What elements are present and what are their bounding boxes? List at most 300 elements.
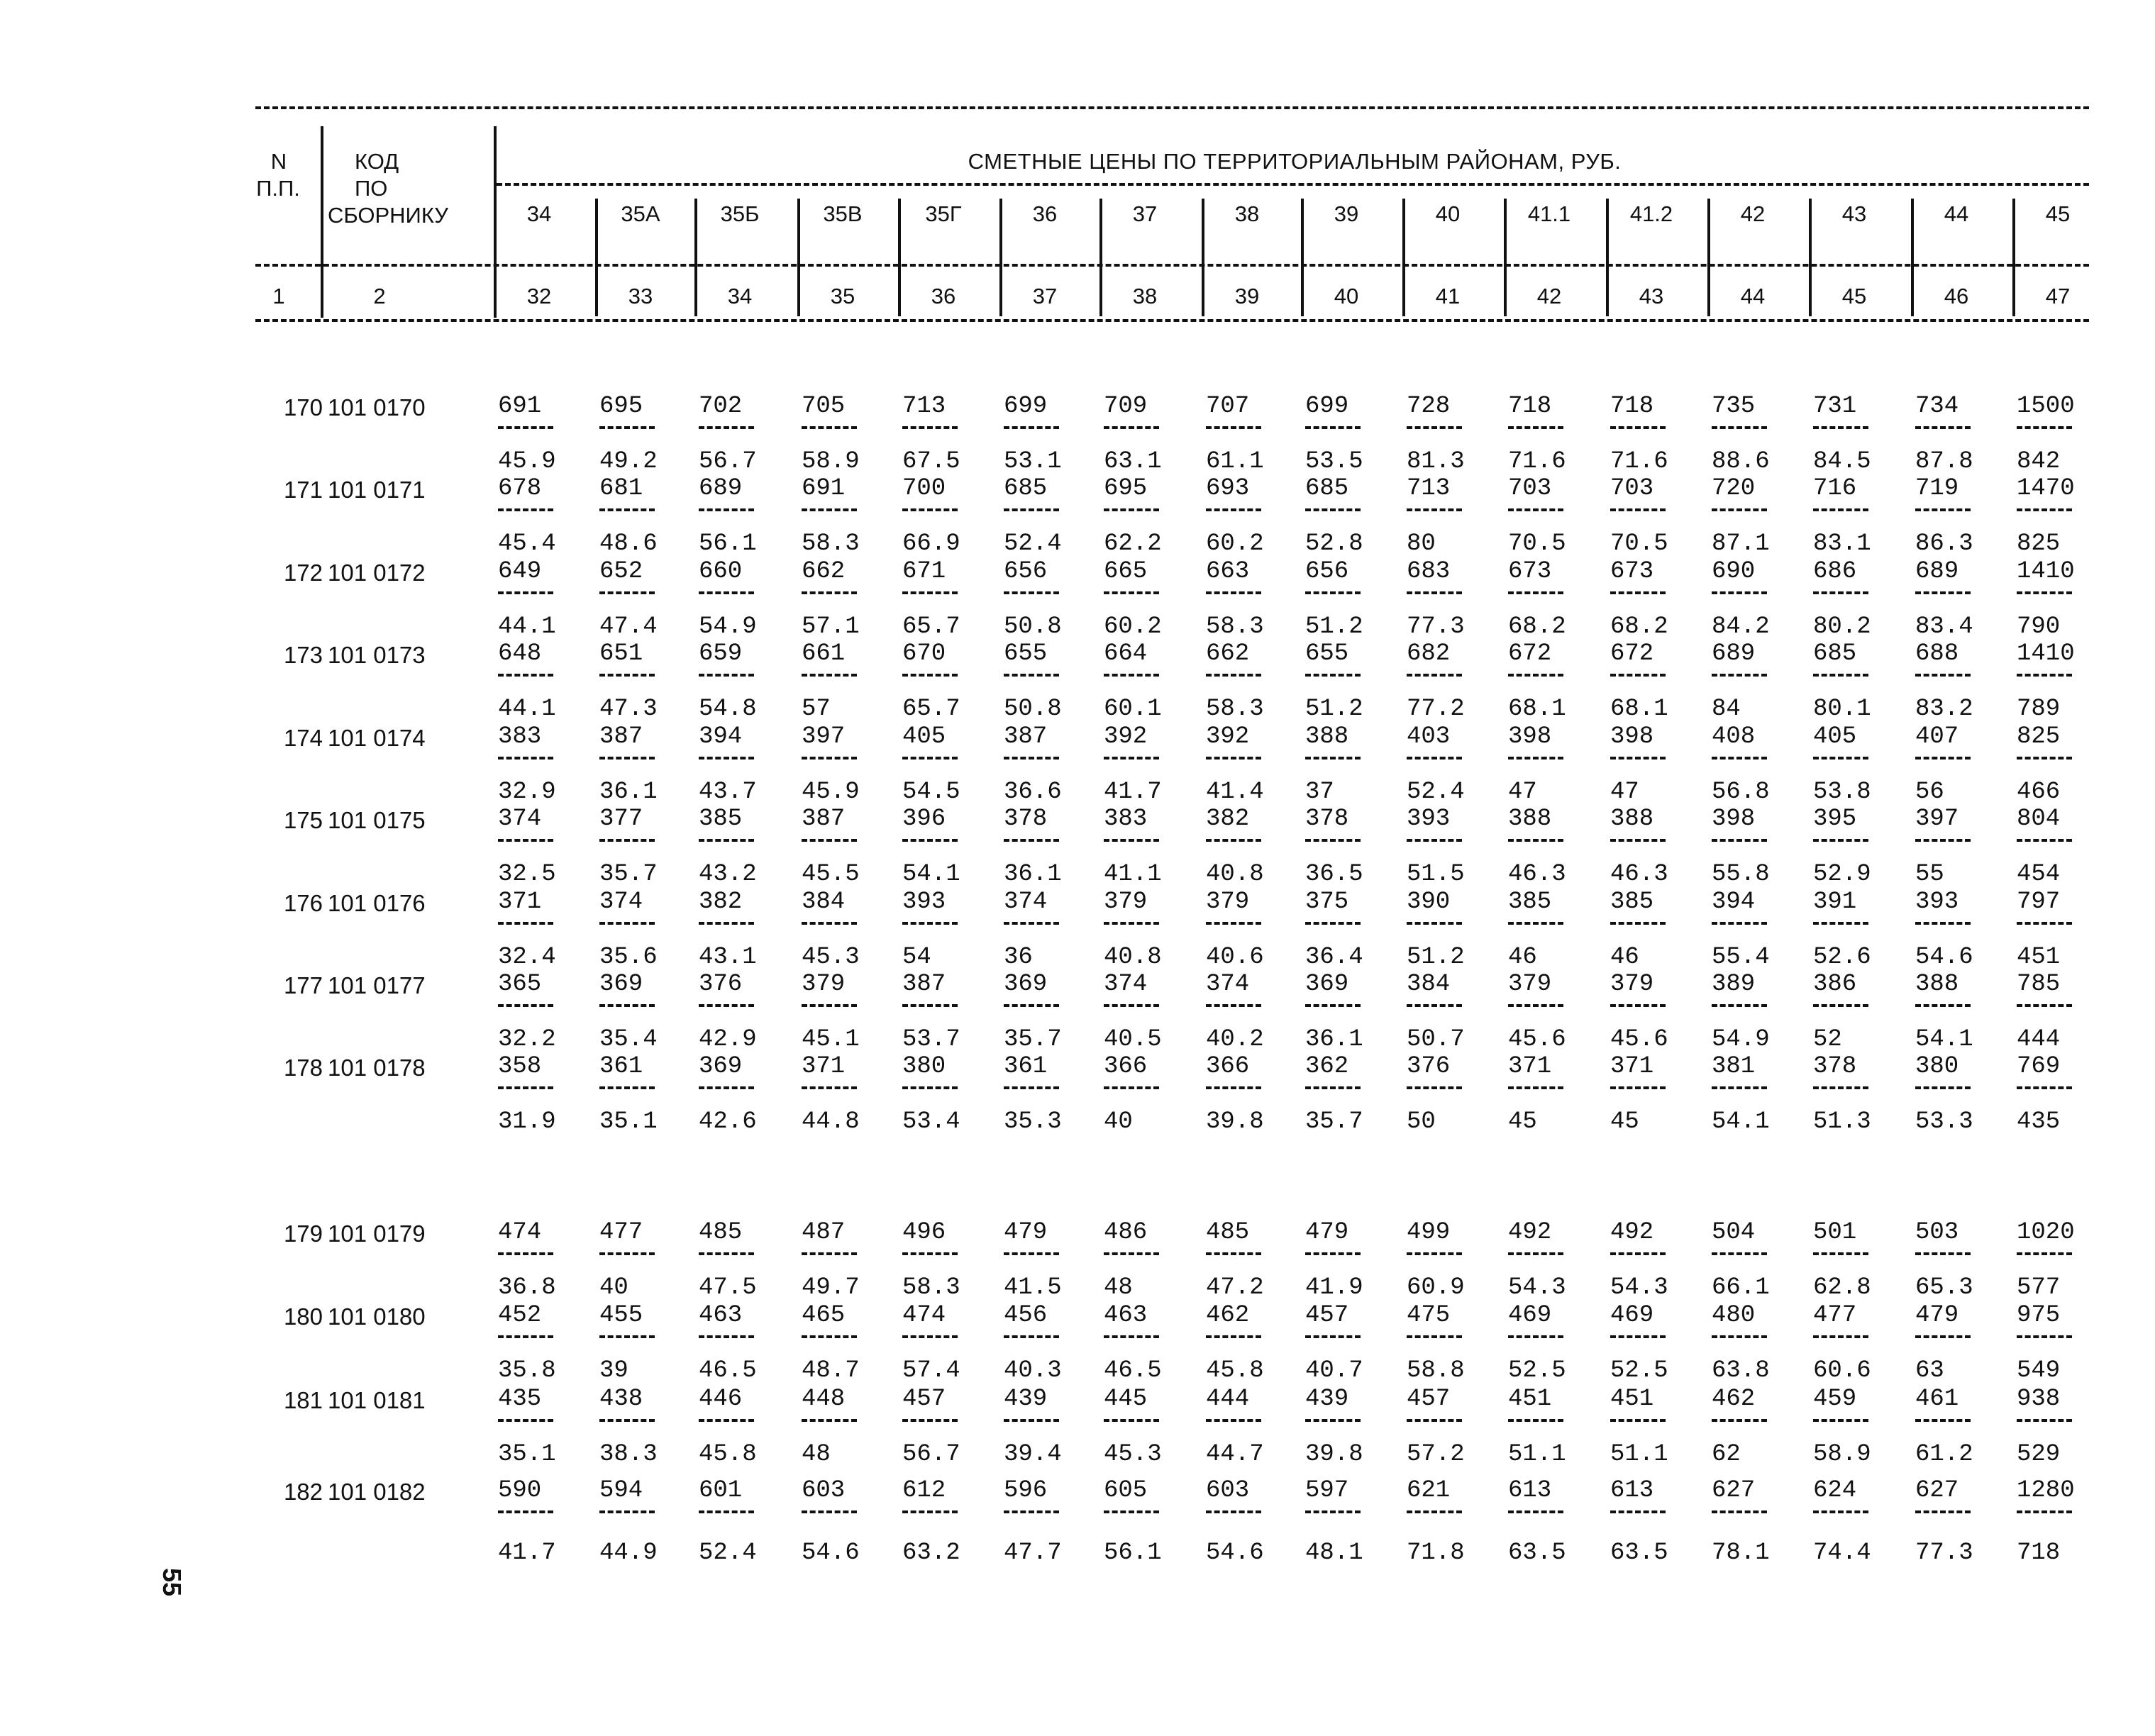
price-cell-bottom: 529: [2017, 1441, 2061, 1468]
fraction-line: [1407, 1510, 1462, 1513]
price-cell-bottom: 43.7: [699, 779, 757, 806]
price-cell-top: 673: [1610, 558, 1654, 585]
fraction-line: [1407, 508, 1462, 511]
header-title-divider: [494, 126, 497, 197]
price-cell-bottom: 63: [1915, 1357, 1944, 1384]
fraction-line: [599, 757, 655, 760]
fraction-line: [802, 674, 857, 677]
price-cell-top: 391: [1813, 889, 1857, 916]
row-code: 101 0179: [328, 1220, 426, 1247]
price-cell-top: 682: [1407, 640, 1451, 667]
fraction-line: [802, 1252, 857, 1255]
fraction-line: [498, 591, 553, 594]
price-cell-top: 369: [1004, 971, 1048, 998]
header-column-divider: [1911, 199, 1914, 316]
header-colnum-14: 43: [1639, 284, 1664, 308]
row-number: 174: [283, 725, 323, 751]
fraction-line: [1305, 1252, 1361, 1255]
price-cell-bottom: 45: [1610, 1108, 1639, 1135]
fraction-line: [1813, 1252, 1868, 1255]
price-cell-top: 457: [1305, 1302, 1349, 1329]
fraction-line: [1206, 757, 1261, 760]
header-colnum-6: 35: [830, 284, 855, 308]
price-cell-bottom: 68.1: [1610, 696, 1668, 723]
fraction-line: [599, 426, 655, 429]
price-cell-top: 378: [1004, 806, 1048, 833]
row-number: 182: [283, 1479, 323, 1505]
price-cell-top: 695: [1104, 475, 1148, 502]
fraction-line: [1508, 1419, 1563, 1422]
price-cell-top: 371: [802, 1053, 846, 1080]
fraction-line: [902, 1086, 958, 1089]
price-cell-top: 390: [1407, 889, 1451, 916]
fraction-line: [2017, 1335, 2072, 1338]
price-cell-bottom: 74.4: [1813, 1540, 1871, 1567]
fraction-line: [902, 1510, 958, 1513]
header-district-8: 38: [1234, 201, 1260, 226]
fraction-line: [1305, 922, 1361, 925]
fraction-line: [902, 674, 958, 677]
price-cell-bottom: 56.8: [1712, 779, 1770, 806]
price-cell-bottom: 68.1: [1508, 696, 1566, 723]
row-number: 176: [283, 890, 323, 916]
price-cell-top: 685: [1004, 475, 1048, 502]
row-number: 179: [283, 1220, 323, 1247]
header-colnum-1: 1: [272, 284, 285, 308]
price-cell-bottom: 47.7: [1004, 1540, 1062, 1567]
price-cell-top: 685: [1305, 475, 1349, 502]
price-cell-bottom: 62: [1712, 1441, 1741, 1468]
fraction-line: [1610, 1510, 1666, 1513]
price-cell-top: 369: [699, 1053, 743, 1080]
price-cell-bottom: 71.6: [1610, 448, 1668, 475]
price-cell-top: 474: [498, 1219, 542, 1246]
fraction-line: [498, 1419, 553, 1422]
header-district-12: 41.2: [1629, 201, 1673, 226]
header-colnum-2: 2: [373, 284, 386, 308]
price-cell-top: 377: [599, 806, 643, 833]
fraction-line: [1813, 674, 1868, 677]
price-cell-top: 699: [1305, 393, 1349, 420]
price-cell-top: 388: [1610, 806, 1654, 833]
price-cell-top: 448: [802, 1386, 846, 1413]
header-colnum-17: 46: [1944, 284, 1969, 308]
price-cell-bottom: 54: [902, 944, 931, 971]
fraction-line: [802, 1086, 857, 1089]
price-cell-top: 385: [1610, 889, 1654, 916]
fraction-line: [1305, 839, 1361, 842]
price-cell-bottom: 435: [2017, 1108, 2061, 1135]
price-cell-top: 656: [1004, 558, 1048, 585]
fraction-line: [1813, 591, 1868, 594]
fraction-line: [1004, 839, 1059, 842]
price-cell-top: 380: [1915, 1053, 1959, 1080]
row-number: 178: [283, 1055, 323, 1081]
price-cell-top: 479: [1915, 1302, 1959, 1329]
price-cell-bottom: 57.2: [1407, 1441, 1465, 1468]
fraction-line: [1712, 922, 1767, 925]
fraction-line: [2017, 1419, 2072, 1422]
price-cell-top: 485: [699, 1219, 743, 1246]
price-cell-bottom: 41.5: [1004, 1274, 1062, 1301]
price-cell-top: 716: [1813, 475, 1857, 502]
price-cell-bottom: 38.3: [599, 1441, 658, 1468]
price-cell-bottom: 80: [1407, 530, 1436, 557]
header-district-13: 42: [1740, 201, 1766, 226]
price-cell-top: 691: [802, 475, 846, 502]
price-cell-top: 362: [1305, 1053, 1349, 1080]
fraction-line: [699, 1004, 754, 1007]
price-cell-bottom: 77.3: [1915, 1540, 1973, 1567]
price-cell-bottom: 51.5: [1407, 861, 1465, 888]
price-cell-bottom: 825: [2017, 530, 2061, 557]
fraction-line: [1508, 674, 1563, 677]
price-cell-bottom: 54.6: [802, 1540, 860, 1567]
fraction-line: [1712, 1086, 1767, 1089]
price-cell-bottom: 40.8: [1104, 944, 1162, 971]
fraction-line: [1104, 1419, 1159, 1422]
fraction-line: [2017, 757, 2072, 760]
price-cell-top: 408: [1712, 723, 1756, 750]
price-cell-bottom: 454: [2017, 861, 2061, 888]
price-cell-bottom: 52.4: [1407, 779, 1465, 806]
price-cell-top: 392: [1104, 723, 1148, 750]
price-cell-top: 785: [2017, 971, 2061, 998]
price-cell-top: 439: [1305, 1386, 1349, 1413]
fraction-line: [498, 839, 553, 842]
fraction-line: [1407, 1335, 1462, 1338]
header-column-divider: [694, 199, 697, 316]
price-cell-bottom: 40.6: [1206, 944, 1264, 971]
price-cell-bottom: 35.1: [498, 1441, 556, 1468]
fraction-line: [1305, 1335, 1361, 1338]
header-n-label: N: [270, 149, 287, 174]
price-cell-top: 1280: [2017, 1477, 2075, 1504]
price-cell-top: 379: [1206, 889, 1250, 916]
price-cell-top: 681: [599, 475, 643, 502]
fraction-line: [1712, 757, 1767, 760]
row-code: 101 0175: [328, 807, 426, 833]
fraction-line: [1712, 1419, 1767, 1422]
price-cell-top: 713: [1407, 475, 1451, 502]
row-code: 101 0173: [328, 642, 426, 668]
price-cell-bottom: 60.1: [1104, 696, 1162, 723]
fraction-line: [1407, 591, 1462, 594]
price-cell-bottom: 62.2: [1104, 530, 1162, 557]
price-cell-bottom: 66.9: [902, 530, 960, 557]
fraction-line: [802, 508, 857, 511]
fraction-line: [498, 426, 553, 429]
fraction-line: [498, 922, 553, 925]
price-cell-top: 703: [1610, 475, 1654, 502]
price-cell-top: 393: [1915, 889, 1959, 916]
price-cell-bottom: 45.4: [498, 530, 556, 557]
price-cell-bottom: 789: [2017, 696, 2061, 723]
price-cell-top: 689: [1915, 558, 1959, 585]
fraction-line: [599, 1419, 655, 1422]
fraction-line: [2017, 1252, 2072, 1255]
price-cell-bottom: 39.8: [1305, 1441, 1363, 1468]
price-cell-top: 735: [1712, 393, 1756, 420]
price-cell-top: 398: [1610, 723, 1654, 750]
fraction-line: [699, 508, 754, 511]
price-cell-bottom: 41.1: [1104, 861, 1162, 888]
fraction-line: [1610, 591, 1666, 594]
price-cell-top: 703: [1508, 475, 1552, 502]
fraction-line: [1915, 1510, 1971, 1513]
fraction-line: [1610, 757, 1666, 760]
row-code: 101 0181: [328, 1387, 426, 1413]
price-cell-bottom: 46: [1508, 944, 1537, 971]
price-cell-bottom: 39.8: [1206, 1108, 1264, 1135]
price-cell-top: 612: [902, 1477, 946, 1504]
price-cell-top: 379: [1104, 889, 1148, 916]
price-cell-top: 388: [1915, 971, 1959, 998]
fraction-line: [1712, 1335, 1767, 1338]
fraction-line: [1407, 426, 1462, 429]
price-cell-bottom: 46.5: [699, 1357, 757, 1384]
price-cell-top: 374: [1104, 971, 1148, 998]
fraction-line: [1305, 757, 1361, 760]
price-cell-top: 804: [2017, 806, 2061, 833]
price-cell-bottom: 42.6: [699, 1108, 757, 1135]
header-colnum-8: 37: [1032, 284, 1058, 308]
price-cell-bottom: 47: [1610, 779, 1639, 806]
price-cell-bottom: 57.4: [902, 1357, 960, 1384]
row-number: 173: [283, 642, 323, 668]
price-cell-bottom: 48.6: [599, 530, 658, 557]
fraction-line: [699, 1419, 754, 1422]
fraction-line: [1813, 757, 1868, 760]
price-cell-bottom: 48.7: [802, 1357, 860, 1384]
fraction-line: [1004, 674, 1059, 677]
price-cell-bottom: 451: [2017, 944, 2061, 971]
price-cell-bottom: 54.3: [1508, 1274, 1566, 1301]
price-cell-bottom: 65.7: [902, 696, 960, 723]
fraction-line: [1508, 508, 1563, 511]
fraction-line: [699, 757, 754, 760]
fraction-line: [1104, 1510, 1159, 1513]
price-cell-bottom: 41.9: [1305, 1274, 1363, 1301]
price-cell-bottom: 50: [1407, 1108, 1436, 1135]
fraction-line: [1004, 426, 1059, 429]
fraction-line: [1610, 674, 1666, 677]
price-cell-bottom: 53.3: [1915, 1108, 1973, 1135]
price-cell-top: 365: [498, 971, 542, 998]
price-cell-top: 388: [1305, 723, 1349, 750]
header-colnum-16: 45: [1841, 284, 1867, 308]
price-cell-top: 379: [1610, 971, 1654, 998]
price-cell-bottom: 58.9: [1813, 1441, 1871, 1468]
price-cell-bottom: 84.5: [1813, 448, 1871, 475]
price-cell-top: 463: [699, 1302, 743, 1329]
price-cell-top: 689: [1712, 640, 1756, 667]
price-cell-bottom: 65.3: [1915, 1274, 1973, 1301]
price-cell-bottom: 52.6: [1813, 944, 1871, 971]
price-cell-top: 700: [902, 475, 946, 502]
price-cell-bottom: 57.1: [802, 613, 860, 640]
header-column-divider: [898, 199, 901, 316]
fraction-line: [1610, 1086, 1666, 1089]
header-column-divider: [595, 199, 598, 316]
price-cell-bottom: 77.3: [1407, 613, 1465, 640]
price-cell-top: 672: [1508, 640, 1552, 667]
fraction-line: [1004, 1086, 1059, 1089]
fraction-line: [1813, 1510, 1868, 1513]
price-cell-bottom: 32.4: [498, 944, 556, 971]
price-cell-bottom: 53.5: [1305, 448, 1363, 475]
price-cell-bottom: 44.1: [498, 613, 556, 640]
header-district-3: 35Б: [720, 201, 760, 226]
price-cell-bottom: 45.5: [802, 861, 860, 888]
price-cell-bottom: 47.5: [699, 1274, 757, 1301]
price-cell-top: 499: [1407, 1219, 1451, 1246]
price-cell-top: 383: [1104, 806, 1148, 833]
price-cell-bottom: 56.7: [902, 1441, 960, 1468]
price-cell-top: 384: [1407, 971, 1451, 998]
price-cell-top: 683: [1407, 558, 1451, 585]
price-cell-bottom: 46.5: [1104, 1357, 1162, 1384]
price-cell-bottom: 43.2: [699, 861, 757, 888]
price-cell-bottom: 51.2: [1407, 944, 1465, 971]
header-colnum-18: 47: [2045, 284, 2071, 308]
fraction-line: [1610, 839, 1666, 842]
fraction-line: [1004, 1419, 1059, 1422]
price-cell-top: 678: [498, 475, 542, 502]
price-cell-top: 375: [1305, 889, 1349, 916]
price-cell-top: 479: [1004, 1219, 1048, 1246]
price-cell-bottom: 54.1: [1712, 1108, 1770, 1135]
fraction-line: [1508, 1004, 1563, 1007]
fraction-line: [1915, 1335, 1971, 1338]
price-cell-top: 462: [1712, 1386, 1756, 1413]
header-column-divider: [1202, 199, 1204, 316]
price-cell-bottom: 65.7: [902, 613, 960, 640]
price-cell-bottom: 35.8: [498, 1357, 556, 1384]
price-cell-bottom: 60.2: [1206, 530, 1264, 557]
fraction-line: [1004, 1335, 1059, 1338]
fraction-line: [599, 674, 655, 677]
fraction-line: [2017, 508, 2072, 511]
price-cell-top: 603: [802, 1477, 846, 1504]
row-code: 101 0176: [328, 890, 426, 916]
fraction-line: [599, 922, 655, 925]
price-cell-top: 459: [1813, 1386, 1857, 1413]
price-cell-bottom: 52.5: [1610, 1357, 1668, 1384]
price-cell-top: 378: [1813, 1053, 1857, 1080]
fraction-line: [2017, 1086, 2072, 1089]
fraction-line: [1610, 1419, 1666, 1422]
header-column-divider: [1099, 199, 1102, 316]
price-cell-bottom: 86.3: [1915, 530, 1973, 557]
price-cell-bottom: 44.7: [1206, 1441, 1264, 1468]
fraction-line: [498, 508, 553, 511]
price-cell-top: 492: [1508, 1219, 1552, 1246]
price-cell-bottom: 80.1: [1813, 696, 1871, 723]
row-number: 172: [283, 560, 323, 586]
price-cell-top: 486: [1104, 1219, 1148, 1246]
price-cell-bottom: 40.3: [1004, 1357, 1062, 1384]
price-cell-bottom: 55: [1915, 861, 1944, 888]
header-column-divider: [1301, 199, 1304, 316]
price-cell-top: 597: [1305, 1477, 1349, 1504]
price-cell-top: 718: [1610, 393, 1654, 420]
price-cell-bottom: 57: [802, 696, 831, 723]
fraction-line: [1104, 591, 1159, 594]
price-cell-bottom: 47.2: [1206, 1274, 1264, 1301]
fraction-line: [1407, 1086, 1462, 1089]
price-cell-bottom: 46.3: [1610, 861, 1668, 888]
price-cell-top: 601: [699, 1477, 743, 1504]
price-cell-top: 1410: [2017, 640, 2075, 667]
price-cell-top: 381: [1712, 1053, 1756, 1080]
price-cell-top: 487: [802, 1219, 846, 1246]
price-cell-top: 444: [1206, 1386, 1250, 1413]
fraction-line: [2017, 591, 2072, 594]
price-cell-top: 369: [1305, 971, 1349, 998]
fraction-line: [699, 1335, 754, 1338]
price-cell-bottom: 63.5: [1508, 1540, 1566, 1567]
price-cell-top: 702: [699, 393, 743, 420]
fraction-line: [1508, 426, 1563, 429]
price-cell-top: 477: [1813, 1302, 1857, 1329]
price-cell-bottom: 71.8: [1407, 1540, 1465, 1567]
price-cell-bottom: 40.7: [1305, 1357, 1363, 1384]
price-cell-bottom: 44.1: [498, 696, 556, 723]
price-cell-top: 662: [802, 558, 846, 585]
price-cell-top: 649: [498, 558, 542, 585]
header-colnum-7: 36: [931, 284, 956, 308]
fraction-line: [699, 1086, 754, 1089]
header-colnum-5: 34: [727, 284, 753, 308]
fraction-line: [1004, 1252, 1059, 1255]
header-district-15: 44: [1944, 201, 1969, 226]
fraction-line: [2017, 1004, 2072, 1007]
fraction-line: [1610, 1335, 1666, 1338]
price-cell-top: 590: [498, 1477, 542, 1504]
fraction-line: [1915, 839, 1971, 842]
price-cell-top: 380: [902, 1053, 946, 1080]
price-cell-bottom: 84.2: [1712, 613, 1770, 640]
price-cell-bottom: 58.3: [1206, 613, 1264, 640]
fraction-line: [802, 591, 857, 594]
price-cell-top: 366: [1104, 1053, 1148, 1080]
price-cell-bottom: 36.1: [1305, 1026, 1363, 1053]
fraction-line: [1610, 426, 1666, 429]
price-cell-top: 398: [1508, 723, 1552, 750]
price-cell-bottom: 36: [1004, 944, 1033, 971]
price-cell-bottom: 45.6: [1508, 1026, 1566, 1053]
fraction-line: [1305, 674, 1361, 677]
fraction-line: [1915, 1086, 1971, 1089]
fraction-line: [1915, 591, 1971, 594]
price-cell-top: 397: [1915, 806, 1959, 833]
fraction-line: [498, 757, 553, 760]
fraction-line: [1305, 426, 1361, 429]
price-cell-bottom: 35.3: [1004, 1108, 1062, 1135]
price-cell-top: 407: [1915, 723, 1959, 750]
price-cell-bottom: 51.2: [1305, 696, 1363, 723]
price-cell-bottom: 35.4: [599, 1026, 658, 1053]
fraction-line: [2017, 1510, 2072, 1513]
header-code-label-1: КОД: [355, 149, 399, 174]
row-number: 180: [283, 1303, 323, 1330]
fraction-line: [802, 1510, 857, 1513]
price-cell-bottom: 35.7: [1004, 1026, 1062, 1053]
price-cell-top: 672: [1610, 640, 1654, 667]
price-cell-bottom: 58.3: [802, 530, 860, 557]
price-cell-top: 731: [1813, 393, 1857, 420]
